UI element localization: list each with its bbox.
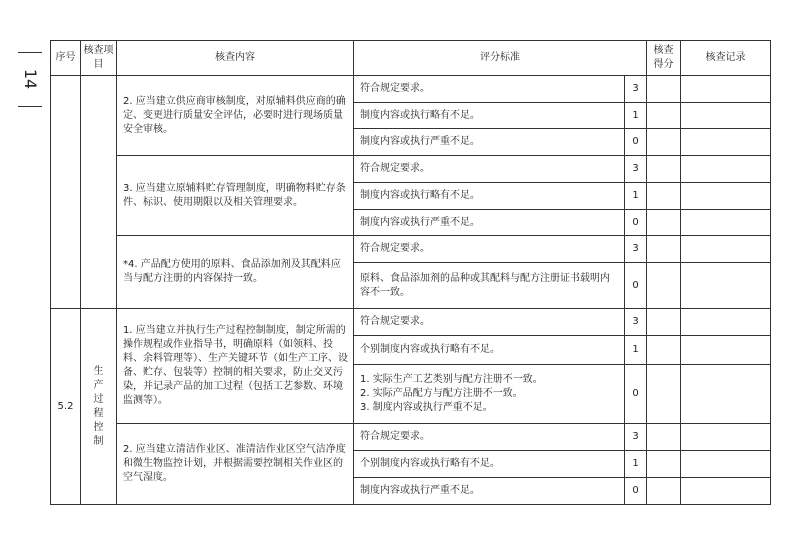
criteria-points: 0: [625, 478, 647, 505]
criteria-text: 制度内容或执行严重不足。: [354, 210, 625, 236]
criteria-text: 符合规定要求。: [354, 236, 625, 263]
score-cell[interactable]: [647, 76, 681, 103]
record-cell[interactable]: [681, 210, 771, 236]
record-cell[interactable]: [681, 478, 771, 505]
record-cell[interactable]: [681, 129, 771, 156]
score-cell[interactable]: [647, 236, 681, 263]
check-content: *4. 产品配方使用的原料、食品添加剂及其配料应当与配方注册的内容保持一致。: [117, 236, 354, 309]
score-cell[interactable]: [647, 336, 681, 365]
check-content: 1. 应当建立并执行生产过程控制制度，制定所需的操作规程或作业指导书，明确原料（如领料、投料、余料管理等）、生产关键环节（如生产工序、设备、贮存、包装等）控制的相关要求，防止交叉污染，并记录产品的加工过程（包括工艺参数、环境监测等）。: [117, 309, 354, 424]
criteria-text: 个别制度内容或执行略有不足。: [354, 451, 625, 478]
item-label: 生产过程控制: [93, 365, 104, 447]
record-cell[interactable]: [681, 76, 771, 103]
score-cell[interactable]: [647, 183, 681, 210]
criteria-points: 1: [625, 183, 647, 210]
score-cell[interactable]: [647, 210, 681, 236]
page-number: 14: [21, 68, 40, 90]
seq-cell: [51, 76, 81, 309]
criteria-text: 符合规定要求。: [354, 76, 625, 103]
record-cell[interactable]: [681, 424, 771, 451]
score-cell[interactable]: [647, 309, 681, 336]
criteria-text: 制度内容或执行严重不足。: [354, 129, 625, 156]
criteria-text: 原料、食品添加剂的品种或其配料与配方注册证书载明内容不一致。: [354, 263, 625, 309]
criteria-points: 1: [625, 103, 647, 129]
table-row: [51, 309, 771, 336]
table-row: [51, 236, 771, 263]
criteria-text: 制度内容或执行严重不足。: [354, 478, 625, 505]
table-row: [51, 424, 771, 451]
record-cell[interactable]: [681, 103, 771, 129]
header-seq: 序号: [51, 41, 81, 76]
check-content: 2. 应当建立清洁作业区、准清洁作业区空气洁净度和微生物监控计划，并根据需要控制相关作业区的空气湿度。: [117, 424, 354, 505]
table-row: [51, 76, 771, 103]
score-cell[interactable]: [647, 451, 681, 478]
header-criteria: 评分标准: [354, 41, 647, 76]
table-header-row: [51, 41, 771, 76]
page-number-dash-top: [18, 52, 42, 53]
criteria-text: 制度内容或执行略有不足。: [354, 183, 625, 210]
record-cell[interactable]: [681, 365, 771, 424]
criteria-points: 3: [625, 236, 647, 263]
criteria-text: 符合规定要求。: [354, 309, 625, 336]
criteria-points: 0: [625, 365, 647, 424]
record-cell[interactable]: [681, 156, 771, 183]
header-item: 核查项目: [81, 41, 117, 76]
header-score: 核查得分: [647, 41, 681, 76]
item-cell: [81, 76, 117, 309]
criteria-points: 3: [625, 76, 647, 103]
criteria-text: 符合规定要求。: [354, 424, 625, 451]
record-cell[interactable]: [681, 336, 771, 365]
criteria-text: 个别制度内容或执行略有不足。: [354, 336, 625, 365]
header-record: 核查记录: [681, 41, 771, 76]
inspection-table: [50, 40, 771, 505]
score-cell[interactable]: [647, 478, 681, 505]
page-number-marker: [8, 40, 48, 120]
seq-cell: 5.2: [51, 309, 81, 505]
criteria-text: 制度内容或执行略有不足。: [354, 103, 625, 129]
record-cell[interactable]: [681, 236, 771, 263]
criteria-points: 0: [625, 129, 647, 156]
criteria-text: 1. 实际生产工艺类别与配方注册不一致。 2. 实际产品配方与配方注册不一致。 3. 制度内容或执行严重不足。: [354, 365, 625, 424]
check-content: 3. 应当建立原辅料贮存管理制度，明确物料贮存条件、标识、使用期限以及相关管理要求。: [117, 156, 354, 236]
page-number-dash-bottom: [18, 106, 42, 107]
record-cell[interactable]: [681, 451, 771, 478]
score-cell[interactable]: [647, 365, 681, 424]
criteria-points: 0: [625, 263, 647, 309]
record-cell[interactable]: [681, 183, 771, 210]
criteria-points: 3: [625, 156, 647, 183]
record-cell[interactable]: [681, 263, 771, 309]
score-cell[interactable]: [647, 263, 681, 309]
criteria-text: 符合规定要求。: [354, 156, 625, 183]
criteria-points: 0: [625, 210, 647, 236]
score-cell[interactable]: [647, 424, 681, 451]
table-row: [51, 156, 771, 183]
criteria-points: 1: [625, 336, 647, 365]
score-cell[interactable]: [647, 129, 681, 156]
item-cell: [81, 309, 117, 505]
header-content: 核查内容: [117, 41, 354, 76]
criteria-points: 3: [625, 309, 647, 336]
check-content: 2. 应当建立供应商审核制度，对原辅料供应商的确定、变更进行质量安全评估，必要时进行现场质量安全审核。: [117, 76, 354, 156]
score-cell[interactable]: [647, 103, 681, 129]
criteria-points: 1: [625, 451, 647, 478]
criteria-points: 3: [625, 424, 647, 451]
score-cell[interactable]: [647, 156, 681, 183]
record-cell[interactable]: [681, 309, 771, 336]
